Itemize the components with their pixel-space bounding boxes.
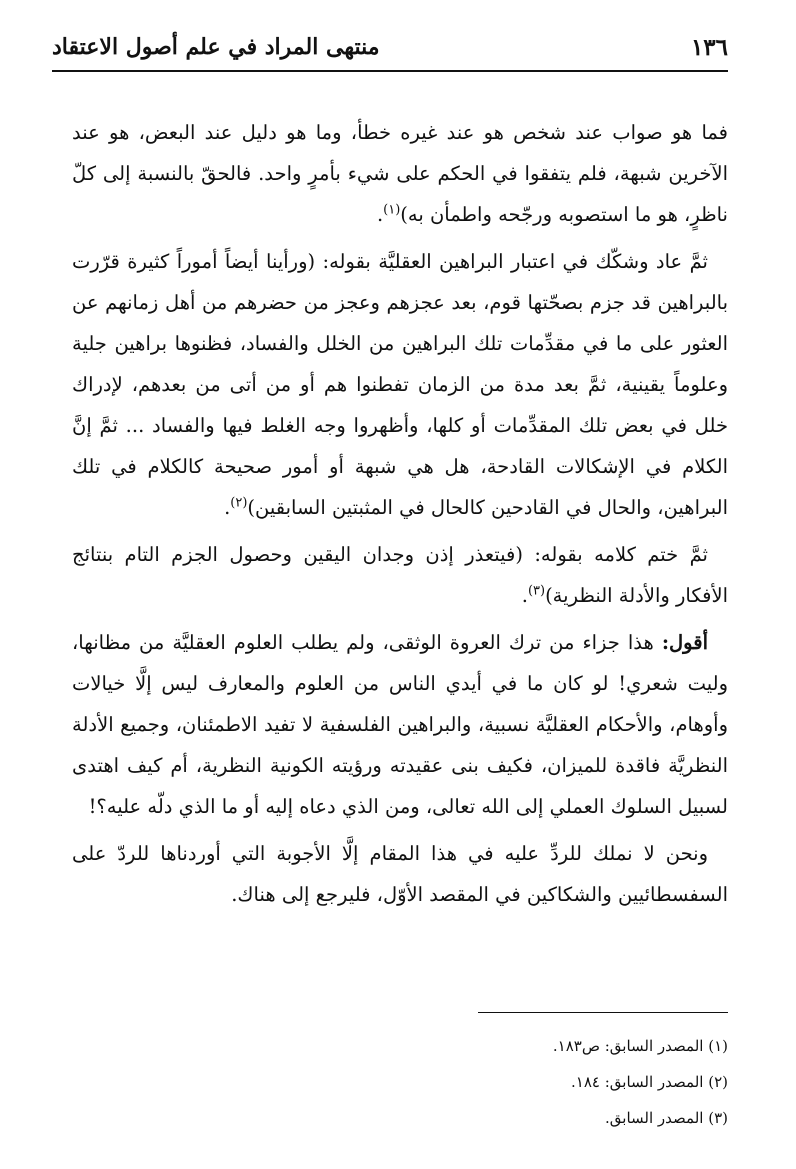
paragraph bbox=[72, 112, 728, 235]
paragraph-tail: . bbox=[224, 496, 231, 519]
paragraph-text: ثمَّ ختم كلامه بقوله: (فيتعذر إذن وجدان اليقين وحصول الجزم التام بنتائج الأفكار والأدلة النظرية) bbox=[72, 543, 728, 607]
paragraph bbox=[72, 241, 728, 528]
paragraph-text: هذا جزاء من ترك العروة الوثقى، ولم يطلب العلوم العقليَّة من مظانها، وليت شعري! لو كان ما في أيدي الناس من العلوم والمعارف ليس إلَّا خيالات وأوهام، والأحكام العقليَّة نسبية، والبراهين الفلسفية لا تفيد الاطمئنان، وجميع الأدلة النظريَّة فاقدة للميزان، فكيف بنى عقيدته ورؤيته الكونية النظرية، أم كيف اهتدى لسبيل السلوك العملي إلى الله تعالى، ومن الذي دعاه إليه أو ما الذي دلّه عليه؟! bbox=[72, 631, 728, 818]
paragraph bbox=[72, 534, 728, 616]
footnote-ref: (١) bbox=[383, 202, 401, 218]
footnotes bbox=[72, 1028, 728, 1136]
footnote: (٢) المصدر السابق: ١٨٤. bbox=[571, 1073, 728, 1091]
footnote-ref: (٢) bbox=[230, 495, 248, 511]
paragraph-text: ونحن لا نملك للردِّ عليه في هذا المقام إلَّا الأجوبة التي أوردناها للردّ على السفسطائيين والشكاكين في المقصد الأوّل، فليرجع إلى هناك. bbox=[72, 842, 728, 906]
footnote: (٣) المصدر السابق. bbox=[605, 1109, 728, 1127]
paragraph-text: فما هو صواب عند شخص هو عند غيره خطأ، وما هو دليل عند البعض، هو عند الآخرين شبهة، فلم يتفقوا في الحكم على شيء بأمرٍ واحد. فالحقّ بالنسبة إلى كلّ ناظرٍ، هو ما استصوبه ورجّحه واطمأن به) bbox=[72, 121, 728, 226]
footnote-ref: (٣) bbox=[527, 583, 546, 599]
body-text bbox=[72, 112, 728, 921]
paragraph bbox=[72, 833, 728, 915]
paragraph-text: ثمَّ عاد وشكّك في اعتبار البراهين العقليَّة بقوله: (ورأينا أيضاً أموراً كثيرة قرّرت بالبراهين قد جزم بصحّتها قوم، بعد عجزهم وعجز من حضرهم من أهل زمانهم عن العثور على ما في مقدِّمات تلك البراهين من الخلل والفساد، فظنوها براهين جلية وعلوماً يقينية، ثمَّ بعد مدة من الزمان تفطنوا هم أو من أتى من بعدهم، لإدراك خلل في بعض تلك المقدِّمات أو كلها، وأظهروا وجه الغلط فيها والفساد ... ثمَّ إنَّ الكلام في الإشكالات القادحة، هل هي شبهة أو أمور صحيحة كالكلام في تلك البراهين، والحال في القادحين كالحال في المثبتين السابقين) bbox=[72, 250, 728, 519]
paragraph-tail: . bbox=[521, 584, 528, 607]
paragraph-lead: أقول: bbox=[661, 631, 708, 654]
footnote-divider bbox=[478, 1012, 728, 1013]
paragraph-tail: . bbox=[376, 203, 384, 226]
page-header bbox=[52, 30, 728, 72]
footnote: (١) المصدر السابق: ص١٨٣. bbox=[552, 1037, 728, 1055]
paragraph bbox=[72, 622, 728, 827]
running-title: منتهى المراد في علم أصول الاعتقاد bbox=[52, 34, 380, 60]
page-number: ١٣٦ bbox=[690, 34, 728, 61]
